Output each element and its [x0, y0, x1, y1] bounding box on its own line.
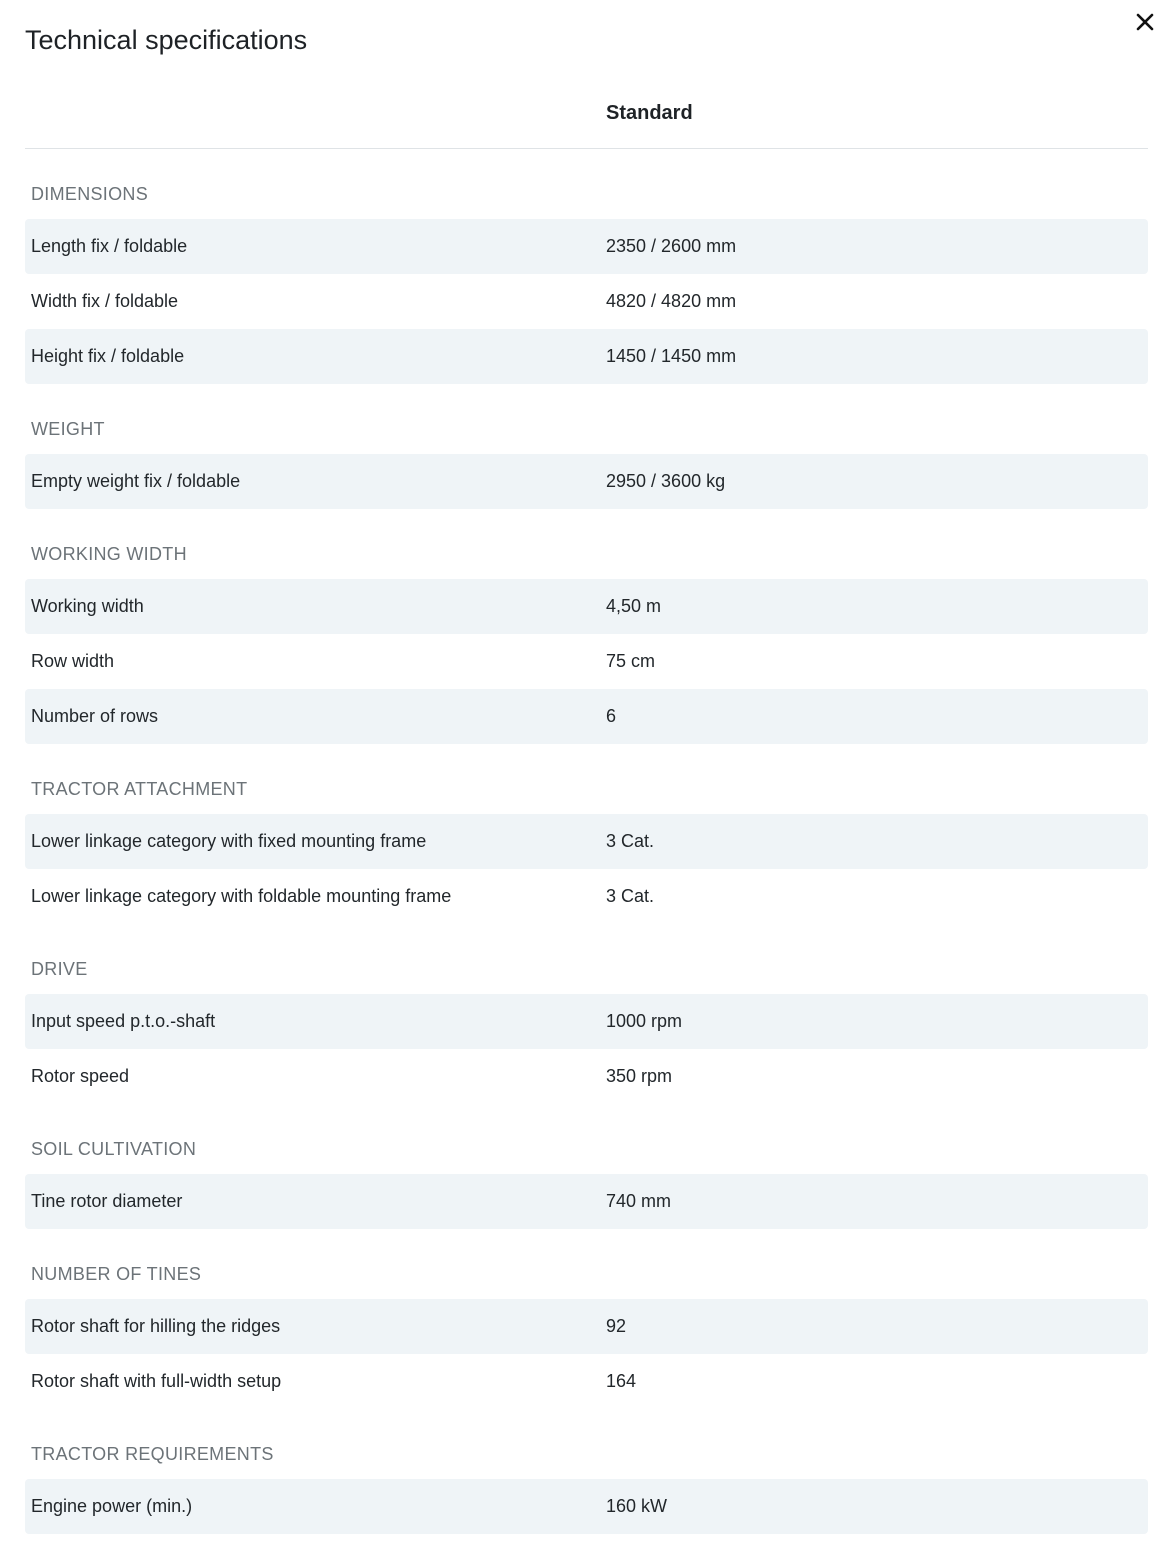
- row-value: 75 cm: [606, 651, 656, 671]
- row-label: Rotor speed: [31, 1066, 130, 1086]
- table-header: [25, 90, 1148, 149]
- row-value: 740 mm: [606, 1191, 672, 1211]
- table-row: [25, 219, 1148, 274]
- spec-section: [25, 1229, 1148, 1409]
- table-row: [25, 634, 1148, 689]
- table-row: [25, 274, 1148, 329]
- row-label: Number of rows: [31, 706, 159, 726]
- row-label: Height fix / foldable: [31, 346, 185, 366]
- row-label: Working width: [31, 596, 144, 616]
- table-row: [25, 329, 1148, 384]
- table-row: [25, 689, 1148, 744]
- section-title: WEIGHT: [31, 419, 105, 439]
- row-value: 1000 rpm: [606, 1011, 683, 1031]
- spec-sections: [25, 149, 1148, 1534]
- table-row: [25, 454, 1148, 509]
- section-title: NUMBER OF TINES: [31, 1264, 202, 1284]
- row-value: 2950 / 3600 kg: [606, 471, 726, 491]
- row-value: 3 Cat.: [606, 886, 655, 906]
- section-title: SOIL CULTIVATION: [31, 1139, 197, 1159]
- row-label: Rotor shaft for hilling the ridges: [31, 1316, 281, 1336]
- row-label: Input speed p.t.o.-shaft: [31, 1011, 216, 1031]
- spec-section: [25, 1409, 1148, 1534]
- section-title: TRACTOR ATTACHMENT: [31, 779, 248, 799]
- row-value: 2350 / 2600 mm: [606, 236, 737, 256]
- row-value: 6: [606, 706, 617, 726]
- table-row: [25, 1299, 1148, 1354]
- spec-table: [25, 90, 1148, 1534]
- table-row: [25, 869, 1148, 924]
- spec-section: [25, 509, 1148, 744]
- spec-section: [25, 149, 1148, 384]
- table-row: [25, 579, 1148, 634]
- row-label: Row width: [31, 651, 115, 671]
- table-row: [25, 1174, 1148, 1229]
- section-title: TRACTOR REQUIREMENTS: [31, 1444, 274, 1464]
- row-value: 164: [606, 1371, 637, 1391]
- row-label: Lower linkage category with foldable mounting frame: [31, 886, 452, 906]
- section-title: DRIVE: [31, 959, 88, 979]
- row-label: Width fix / foldable: [31, 291, 179, 311]
- row-value: 350 rpm: [606, 1066, 673, 1086]
- spec-section: [25, 1104, 1148, 1229]
- table-row: [25, 1049, 1148, 1104]
- row-label: Engine power (min.): [31, 1496, 193, 1516]
- row-value: 1450 / 1450 mm: [606, 346, 737, 366]
- modal-title: Technical specifications: [25, 25, 308, 55]
- row-value: 92: [606, 1316, 627, 1336]
- spec-section: [25, 924, 1148, 1104]
- table-row: [25, 994, 1148, 1049]
- row-label: Lower linkage category with fixed mounting frame: [31, 831, 427, 851]
- column-header-standard: Standard: [606, 102, 693, 124]
- row-value: 160 kW: [606, 1496, 668, 1516]
- table-row: [25, 1354, 1148, 1409]
- row-label: Rotor shaft with full-width setup: [31, 1371, 282, 1391]
- row-value: 4,50 m: [606, 596, 662, 616]
- close-icon: [1133, 10, 1157, 34]
- row-value: 4820 / 4820 mm: [606, 291, 737, 311]
- row-value: 3 Cat.: [606, 831, 655, 851]
- table-row: [25, 814, 1148, 869]
- row-label: Tine rotor diameter: [31, 1191, 183, 1211]
- row-label: Empty weight fix / foldable: [31, 471, 241, 491]
- spec-section: [25, 744, 1148, 924]
- table-row: [25, 1479, 1148, 1534]
- close-button[interactable]: [1133, 10, 1157, 34]
- spec-section: [25, 384, 1148, 509]
- section-title: WORKING WIDTH: [31, 544, 187, 564]
- row-label: Length fix / foldable: [31, 236, 188, 256]
- section-title: DIMENSIONS: [31, 184, 149, 204]
